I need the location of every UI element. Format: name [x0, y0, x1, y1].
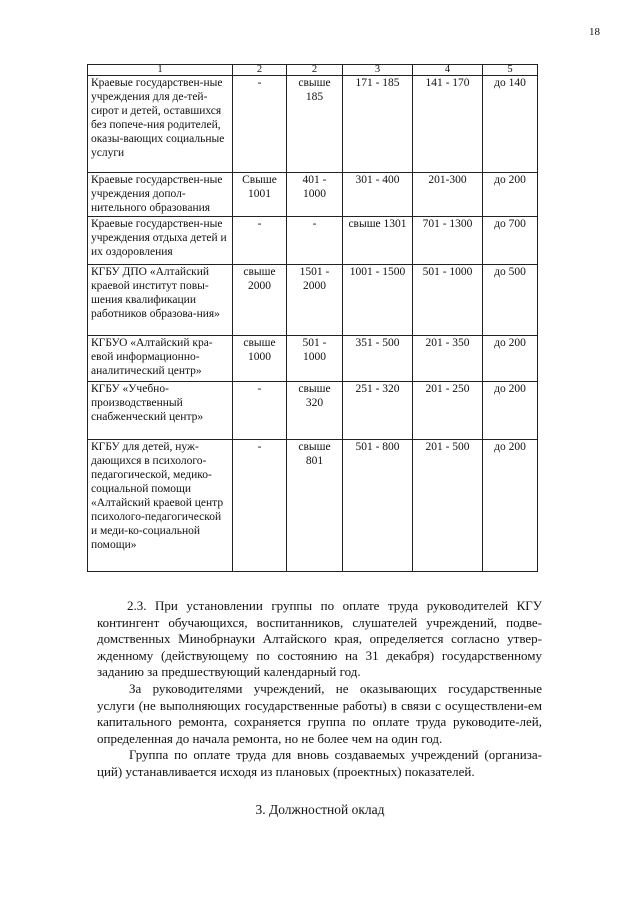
group-3-cell: 251 - 320	[343, 382, 413, 440]
group-1-cell: Свыше 1001	[233, 173, 287, 217]
group-3-cell: свыше 1301	[343, 217, 413, 265]
table-row	[88, 217, 538, 265]
institution-name: Краевые государствен-ные учреждения допол-нительного образования	[88, 173, 233, 217]
group-5-cell: до 700	[483, 217, 538, 265]
body-text	[97, 598, 542, 781]
group-4-cell: 201 - 350	[413, 336, 483, 382]
group-1-cell: свыше 1000	[233, 336, 287, 382]
table-row	[88, 382, 538, 440]
group-5-cell: до 140	[483, 76, 538, 173]
group-5-cell: до 200	[483, 382, 538, 440]
institution-name: КГБУО «Алтайский кра-евой информационно-аналитический центр»	[88, 336, 233, 382]
institution-name: Краевые государствен-ные учреждения отдыха детей и их оздоровления	[88, 217, 233, 265]
group-2-cell: 401 - 1000	[287, 173, 343, 217]
institution-name: КГБУ «Учебно-производственный снабженческий центр»	[88, 382, 233, 440]
group-4-cell: 201 - 250	[413, 382, 483, 440]
group-1-cell: -	[233, 217, 287, 265]
group-5-cell: до 200	[483, 173, 538, 217]
header-cell: 5	[483, 65, 538, 76]
section-heading: 3. Должностной оклад	[255, 802, 385, 817]
table-header-row	[88, 65, 538, 76]
institution-name: Краевые государствен-ные учреждения для де-тей-сирот и детей, оставшихся без попече-ния родителей, оказы-вающих социальные услуги	[88, 76, 233, 173]
group-1-cell: свыше 2000	[233, 265, 287, 336]
table-row	[88, 76, 538, 173]
paragraph-2-3: 2.3. При установлении группы по оплате труда руководителей КГУ контингент обучающихся, воспитанников, слушателей учреждений, подве-домственных Минобрнауки Алтайского края, определяется согласно утвер-жденному (действующему по состоянию на 31 декабря) государственному заданию за предшествующий календарный год.	[97, 598, 542, 680]
table-row	[88, 265, 538, 336]
group-3-cell: 501 - 800	[343, 440, 413, 572]
group-1-cell: -	[233, 382, 287, 440]
table-row	[88, 336, 538, 382]
group-2-cell: -	[287, 217, 343, 265]
group-table	[87, 64, 538, 572]
group-2-cell: 501 - 1000	[287, 336, 343, 382]
group-3-cell: 301 - 400	[343, 173, 413, 217]
group-2-cell: свыше 320	[287, 382, 343, 440]
table-row	[88, 440, 538, 572]
group-1-cell: -	[233, 440, 287, 572]
header-cell: 1	[88, 65, 233, 76]
paragraph-repair: За руководителями учреждений, не оказывающих государственные услуги (не выполняющих государственные работы) в связи с осуществлени-ем капитального ремонта, сохраняется группа по оплате труда руководите-лей, определенная до начала ремонта, но не более чем на один год.	[97, 680, 542, 746]
group-2-cell: 1501 - 2000	[287, 265, 343, 336]
group-2-cell: свыше 801	[287, 440, 343, 572]
institution-name: КГБУ ДПО «Алтайский краевой институт повы-шения квалификации работников образова-ния»	[88, 265, 233, 336]
group-5-cell: до 500	[483, 265, 538, 336]
group-4-cell: 501 - 1000	[413, 265, 483, 336]
group-3-cell: 1001 - 1500	[343, 265, 413, 336]
header-cell: 2	[233, 65, 287, 76]
group-3-cell: 171 - 185	[343, 76, 413, 173]
header-cell: 3	[343, 65, 413, 76]
table-row	[88, 173, 538, 217]
header-cell: 2	[287, 65, 343, 76]
page-number: 18	[589, 26, 600, 38]
group-4-cell: 201-300	[413, 173, 483, 217]
group-2-cell: свыше 185	[287, 76, 343, 173]
group-5-cell: до 200	[483, 336, 538, 382]
paragraph-new-institutions: Группа по оплате труда для вновь создаваемых учреждений (организа-ций) устанавливается исходя из плановых (проектных) показателей.	[97, 747, 542, 779]
group-4-cell: 141 - 170	[413, 76, 483, 173]
group-1-cell: -	[233, 76, 287, 173]
group-4-cell: 701 - 1300	[413, 217, 483, 265]
institution-name: КГБУ для детей, нуж-дающихся в психолого-педагогической, медико-социальной помощи «Алтайский краевой центр психолого-педагогической и меди-ко-социальной помощи»	[88, 440, 233, 572]
group-5-cell: до 200	[483, 440, 538, 572]
group-3-cell: 351 - 500	[343, 336, 413, 382]
group-4-cell: 201 - 500	[413, 440, 483, 572]
header-cell: 4	[413, 65, 483, 76]
